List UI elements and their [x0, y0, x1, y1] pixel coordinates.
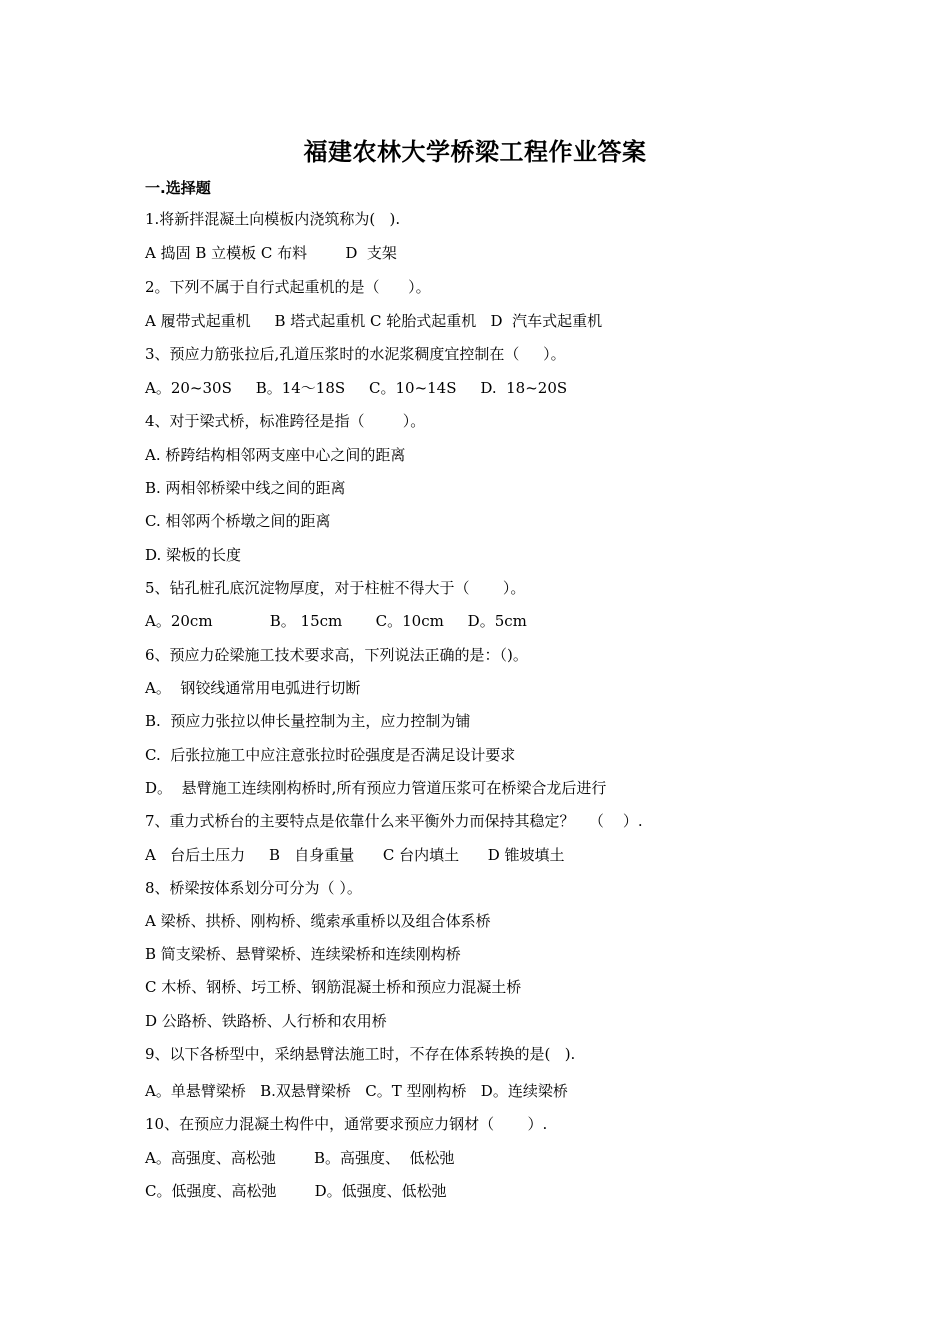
- question-10-options-cd: C。低强度、高松弛 D。低强度、低松弛: [145, 1182, 447, 1200]
- question-9-options: A。单悬臂梁桥 B.双悬臂梁桥 C。T 型刚构桥 D。连续梁桥: [145, 1082, 568, 1100]
- question-10-options-ab: A。高强度、高松弛 B。高强度、 低松弛: [145, 1149, 455, 1167]
- question-8-option-a: A 梁桥、拱桥、刚构桥、缆索承重桥以及组合体系桥: [145, 912, 491, 930]
- document-title: 福建农林大学桥梁工程作业答案: [303, 138, 647, 166]
- question-10: 10、在预应力混凝土构件中，通常要求预应力钢材（ ）.: [145, 1115, 548, 1133]
- question-5: 5、钻孔桩孔底沉淀物厚度，对于柱桩不得大于（ ）。: [145, 579, 526, 597]
- question-8-option-d: D 公路桥、铁路桥、人行桥和农用桥: [145, 1012, 387, 1030]
- question-6-option-d: D。 悬臂施工连续刚构桥时,所有预应力管道压浆可在桥梁合龙后进行: [145, 779, 607, 797]
- question-1-options: A 捣固 B 立模板 C 布料 D 支架: [145, 244, 397, 262]
- question-3: 3、预应力筋张拉后,孔道压浆时的水泥浆稠度宜控制在（ ）。: [145, 345, 566, 363]
- question-6-option-a: A。 钢铰线通常用电弧进行切断: [145, 679, 361, 697]
- question-4: 4、对于梁式桥，标准跨径是指（ ）。: [145, 412, 426, 430]
- question-1: 1.将新拌混凝土向模板内浇筑称为( ).: [145, 210, 401, 228]
- question-4-option-d: D. 梁板的长度: [145, 546, 242, 564]
- question-5-options: A。20cm B。 15cm C。10cm D。5cm: [145, 612, 527, 630]
- question-4-option-c: C. 相邻两个桥墩之间的距离: [145, 512, 331, 530]
- question-4-option-a: A. 桥跨结构相邻两支座中心之间的距离: [145, 446, 406, 464]
- question-2: 2。下列不属于自行式起重机的是（ ）。: [145, 278, 431, 296]
- question-8: 8、桥梁按体系划分可分为（ ）。: [145, 879, 362, 897]
- question-9: 9、以下各桥型中，采纳悬臂法施工时，不存在体系转换的是( ).: [145, 1045, 576, 1063]
- question-7-options: A 台后土压力 B 自身重量 C 台内填土 D 锥坡填土: [145, 846, 565, 864]
- question-6-option-b: B. 预应力张拉以伸长量控制为主，应力控制为铺: [145, 712, 471, 730]
- question-7: 7、重力式桥台的主要特点是依靠什么来平衡外力而保持其稳定？ （ ）.: [145, 812, 643, 830]
- question-8-option-c: C 木桥、钢桥、圬工桥、钢筋混凝土桥和预应力混凝土桥: [145, 978, 522, 996]
- question-8-option-b: B 简支梁桥、悬臂梁桥、连续梁桥和连续刚构桥: [145, 945, 461, 963]
- question-2-options: A 履带式起重机 B 塔式起重机 C 轮胎式起重机 D 汽车式起重机: [145, 312, 603, 330]
- question-6: 6、预应力砼梁施工技术要求高，下列说法正确的是：（)。: [145, 646, 528, 664]
- question-6-option-c: C. 后张拉施工中应注意张拉时砼强度是否满足设计要求: [145, 746, 516, 764]
- section-heading: 一.选择题: [145, 179, 211, 197]
- question-4-option-b: B. 两相邻桥梁中线之间的距离: [145, 479, 346, 497]
- question-3-options: A。20~30S B。14～18S C。10~14S D. 18~20S: [145, 379, 568, 397]
